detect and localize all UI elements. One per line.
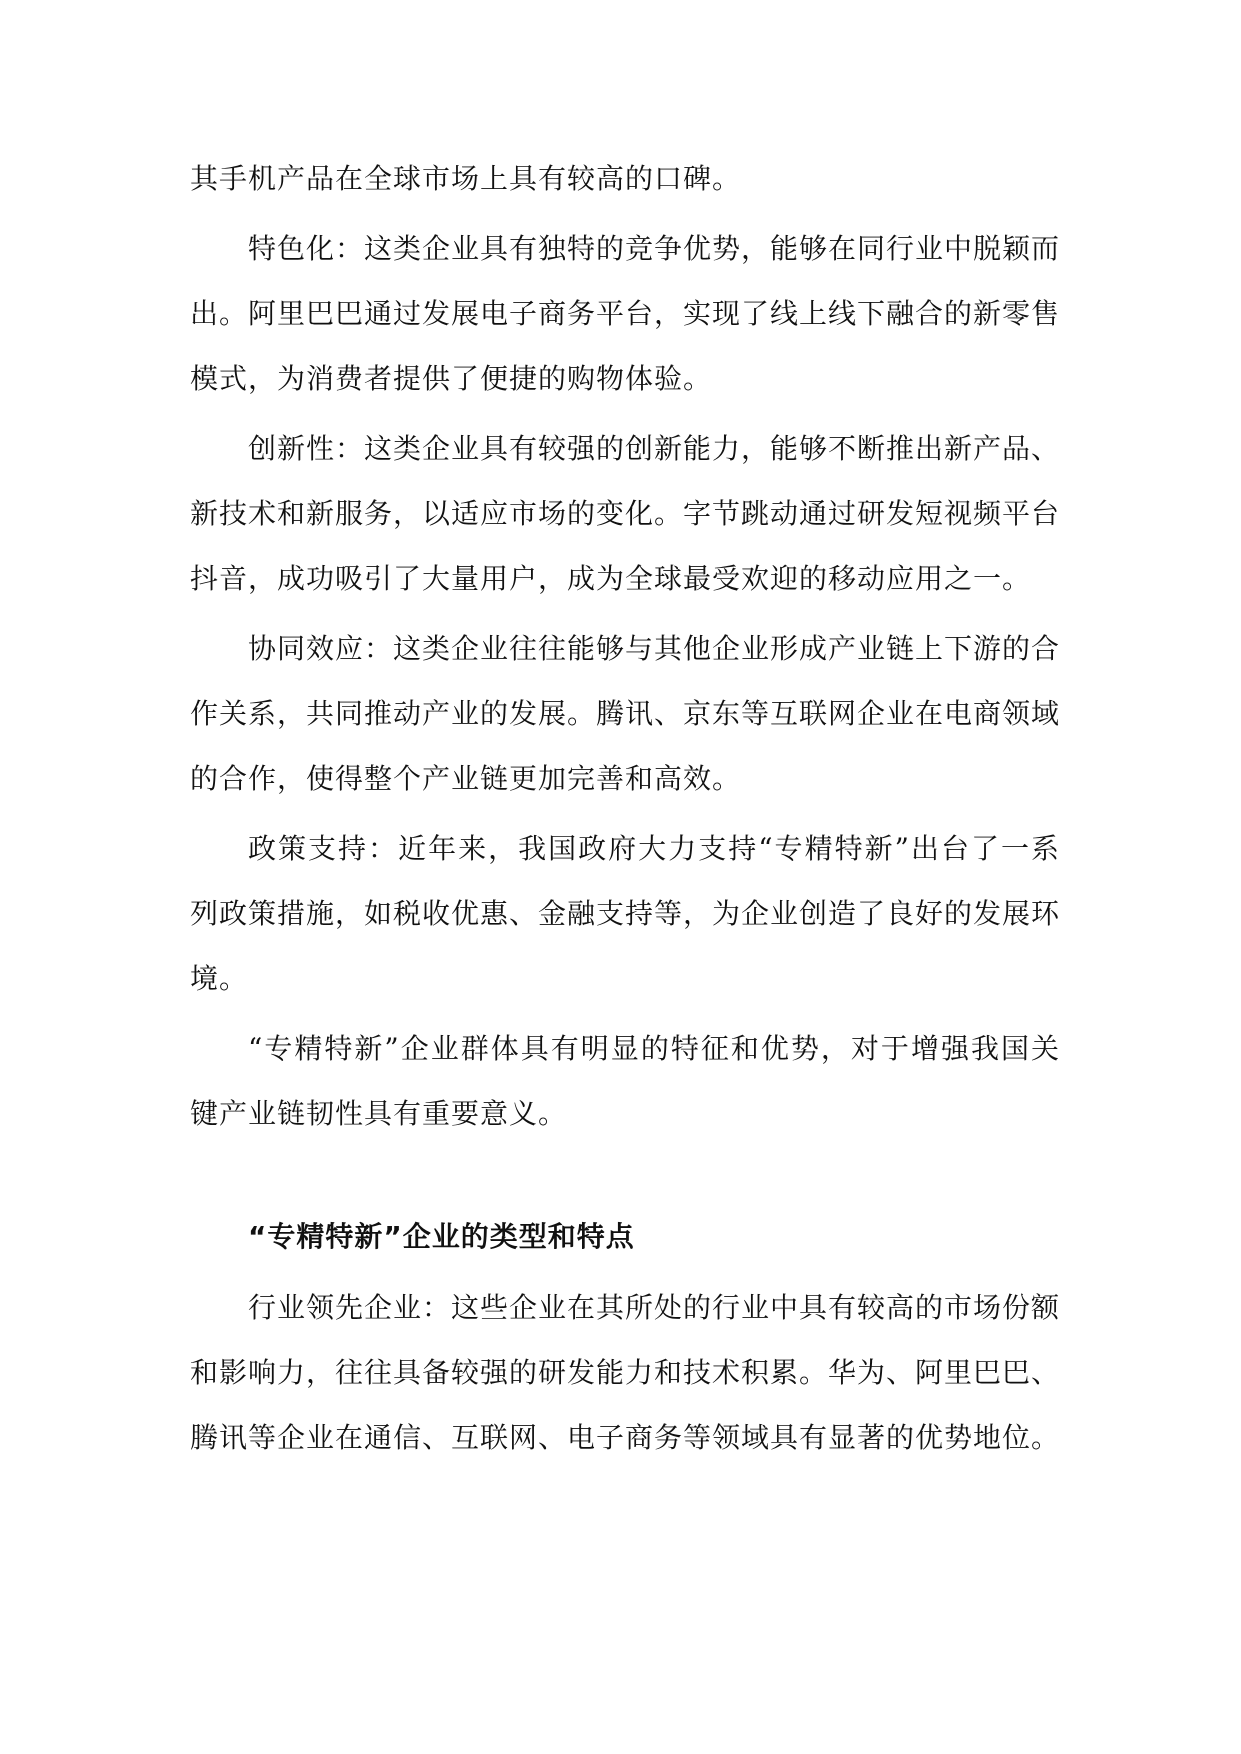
paragraph-summary: “专精特新”企业群体具有明显的特征和优势，对于增强我国关键产业链韧性具有重要意义。 bbox=[190, 1032, 1060, 1130]
section-heading: “专精特新”企业的类型和特点 bbox=[248, 1220, 635, 1253]
document-body bbox=[190, 146, 1060, 1475]
paragraph-continuation: 其手机产品在全球市场上具有较高的口碑。 bbox=[190, 162, 742, 195]
paragraph-industry-leaders: 行业领先企业：这些企业在其所处的行业中具有较高的市场份额和影响力，往往具备较强的研发能力和技术积累。华为、阿里巴巴、腾讯等企业在通信、互联网、电子商务等领域具有显著的优势地位。 bbox=[190, 1291, 1061, 1454]
paragraph-synergy: 协同效应：这类企业往往能够与其他企业形成产业链上下游的合作关系，共同推动产业的发展。腾讯、京东等互联网企业在电商领域的合作，使得整个产业链更加完善和高效。 bbox=[190, 632, 1061, 795]
paragraph-distinctiveness: 特色化：这类企业具有独特的竞争优势，能够在同行业中脱颖而出。阿里巴巴通过发展电子商务平台，实现了线上线下融合的新零售模式，为消费者提供了便捷的购物体验。 bbox=[190, 232, 1061, 395]
paragraph-innovation: 创新性：这类企业具有较强的创新能力，能够不断推出新产品、新技术和新服务，以适应市场的变化。字节跳动通过研发短视频平台抖音，成功吸引了大量用户，成为全球最受欢迎的移动应用之一。 bbox=[190, 432, 1061, 595]
paragraph-policy-support: 政策支持：近年来，我国政府大力支持“专精特新”出台了一系列政策措施，如税收优惠、金融支持等，为企业创造了良好的发展环境。 bbox=[190, 832, 1061, 995]
